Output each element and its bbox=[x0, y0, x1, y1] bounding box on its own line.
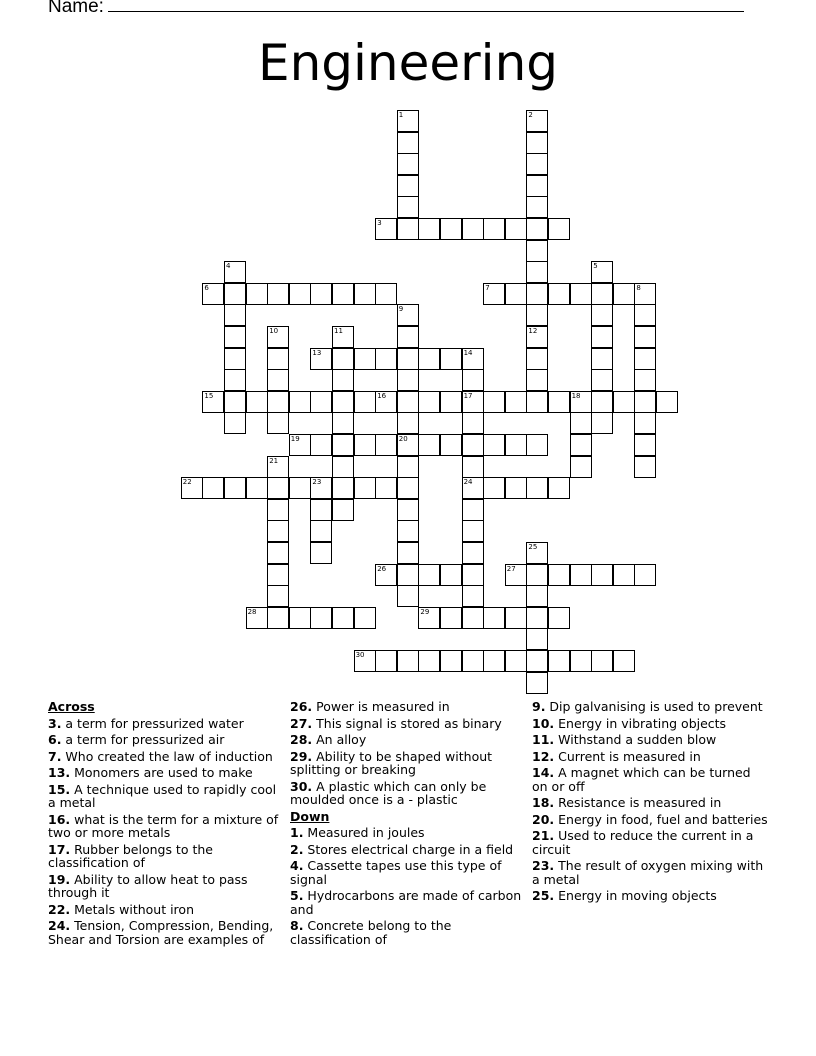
grid-cell[interactable] bbox=[310, 607, 332, 629]
grid-cell[interactable] bbox=[462, 607, 484, 629]
clue-number: 3 bbox=[377, 219, 382, 227]
down-clue: 12. Current is measured in bbox=[532, 748, 701, 764]
grid-cell[interactable] bbox=[505, 434, 527, 456]
grid-cell[interactable] bbox=[224, 412, 246, 434]
grid-cell[interactable] bbox=[418, 434, 440, 456]
clue-number: 8 bbox=[636, 283, 641, 292]
grid-cell[interactable] bbox=[375, 564, 397, 586]
grid-cell[interactable] bbox=[332, 391, 354, 413]
grid-cell[interactable] bbox=[224, 326, 246, 348]
across-clue: 28. An alloy bbox=[290, 732, 367, 747]
down-clue: 5. Hydrocarbons are made of carbon and bbox=[290, 888, 522, 917]
clue-number-label: 9. bbox=[532, 699, 546, 714]
grid-cell[interactable] bbox=[483, 218, 505, 240]
grid-cell[interactable] bbox=[310, 542, 332, 564]
down-clue: 4. Cassette tapes use this type of signal bbox=[290, 858, 502, 887]
clue-number-label: 17. bbox=[48, 841, 71, 857]
grid-cell[interactable] bbox=[548, 391, 570, 413]
across-clue: 30. A plastic which can only be moulded once is a - plastic bbox=[290, 778, 487, 807]
grid-cell[interactable] bbox=[483, 650, 505, 672]
grid-cell[interactable] bbox=[397, 477, 419, 499]
clue-number-label: 11. bbox=[532, 732, 555, 747]
across-clue: 26. Power is measured in bbox=[290, 699, 450, 714]
puzzle-title: Engineering bbox=[258, 34, 558, 92]
grid-cell[interactable] bbox=[310, 434, 332, 456]
clue-number: 29 bbox=[420, 607, 430, 616]
grid-cell[interactable] bbox=[613, 650, 635, 672]
grid-cell[interactable] bbox=[548, 564, 570, 586]
grid-cell[interactable] bbox=[634, 283, 656, 305]
grid-cell[interactable] bbox=[505, 283, 527, 305]
grid-cell[interactable] bbox=[591, 412, 613, 434]
grid-cell[interactable] bbox=[418, 564, 440, 586]
grid-cell[interactable] bbox=[505, 477, 527, 499]
grid-cell[interactable] bbox=[246, 391, 268, 413]
grid-cell[interactable] bbox=[505, 564, 527, 586]
grid-cell[interactable] bbox=[202, 391, 224, 413]
clue-number-label: 8. bbox=[290, 918, 304, 933]
grid-cell[interactable] bbox=[526, 434, 548, 456]
grid-cell[interactable] bbox=[418, 607, 440, 629]
grid-cell[interactable] bbox=[397, 326, 419, 348]
grid-cell[interactable] bbox=[462, 412, 484, 434]
grid-cell[interactable] bbox=[526, 628, 548, 650]
clue-number-label: 15. bbox=[48, 781, 71, 797]
grid-cell[interactable] bbox=[591, 369, 613, 391]
grid-cell[interactable] bbox=[570, 650, 592, 672]
grid-cell[interactable] bbox=[267, 456, 289, 478]
grid-cell[interactable] bbox=[570, 412, 592, 434]
grid-cell[interactable] bbox=[332, 607, 354, 629]
across-clue: 24. Tension, Compression, Bending, Shear and Torsion are examples of bbox=[48, 918, 274, 947]
grid-cell[interactable] bbox=[570, 456, 592, 478]
grid-cell[interactable] bbox=[440, 348, 462, 370]
clue-number-label: 21. bbox=[532, 828, 555, 843]
across-clue: 13. Monomers are used to make bbox=[48, 765, 253, 780]
clue-number-label: 27. bbox=[290, 715, 313, 731]
clue-number: 27 bbox=[506, 564, 516, 573]
grid-cell[interactable] bbox=[397, 304, 419, 326]
grid-cell[interactable] bbox=[375, 218, 397, 240]
clue-number-label: 23. bbox=[532, 858, 555, 873]
grid-cell[interactable] bbox=[505, 650, 527, 672]
grid-cell[interactable] bbox=[634, 412, 656, 434]
clue-number-label: 3. bbox=[48, 715, 62, 731]
down-clue: 9. Dip galvanising is used to prevent bbox=[532, 699, 763, 714]
clue-number-label: 24. bbox=[48, 918, 71, 933]
grid-cell[interactable] bbox=[526, 218, 548, 240]
clue-number-label: 1. bbox=[290, 825, 304, 840]
clue-number-label: 30. bbox=[290, 778, 313, 794]
across-clue: 3. a term for pressurized water bbox=[48, 715, 244, 731]
clue-number-label: 28. bbox=[290, 732, 313, 747]
clue-number: 9 bbox=[398, 305, 404, 314]
down-clue: 25. Energy in moving objects bbox=[532, 888, 717, 903]
grid-cell[interactable] bbox=[526, 240, 548, 262]
grid-cell[interactable] bbox=[332, 283, 354, 305]
grid-cell[interactable] bbox=[332, 326, 354, 348]
grid-cell[interactable] bbox=[440, 607, 462, 629]
grid-cell[interactable] bbox=[613, 391, 635, 413]
grid-cell[interactable] bbox=[418, 348, 440, 370]
grid-cell[interactable] bbox=[397, 110, 419, 132]
grid-cell[interactable] bbox=[375, 391, 397, 413]
grid-cell[interactable] bbox=[634, 326, 656, 348]
grid-cell[interactable] bbox=[267, 477, 289, 499]
grid-cell[interactable] bbox=[483, 283, 505, 305]
grid-cell[interactable] bbox=[526, 564, 548, 586]
clue-number-label: 29. bbox=[290, 748, 313, 764]
grid-cell[interactable] bbox=[397, 153, 419, 175]
grid-cell[interactable] bbox=[570, 434, 592, 456]
grid-cell[interactable] bbox=[526, 132, 548, 154]
grid-cell[interactable] bbox=[526, 304, 548, 326]
grid-cell[interactable] bbox=[289, 607, 311, 629]
grid-cell[interactable] bbox=[397, 348, 419, 370]
clue-number-label: 25. bbox=[532, 888, 555, 903]
down-clue-list-2 bbox=[532, 700, 768, 903]
clue-number-label: 16. bbox=[48, 811, 71, 827]
grid-cell[interactable] bbox=[267, 391, 289, 413]
clue-number-label: 26. bbox=[290, 699, 313, 714]
grid-cell[interactable] bbox=[267, 585, 289, 607]
clue-number-label: 14. bbox=[532, 765, 555, 780]
grid-cell[interactable] bbox=[310, 477, 332, 499]
grid-cell[interactable] bbox=[548, 607, 570, 629]
grid-cell[interactable] bbox=[397, 520, 419, 542]
grid-cell[interactable] bbox=[267, 412, 289, 434]
grid-cell[interactable] bbox=[548, 477, 570, 499]
grid-cell[interactable] bbox=[332, 434, 354, 456]
clue-number: 24 bbox=[463, 478, 473, 487]
grid-cell[interactable] bbox=[591, 348, 613, 370]
down-clue: 11. Withstand a sudden blow bbox=[532, 732, 717, 747]
grid-cell[interactable] bbox=[462, 477, 484, 499]
grid-cell[interactable] bbox=[224, 304, 246, 326]
down-heading: Down bbox=[290, 808, 330, 824]
grid-cell[interactable] bbox=[332, 477, 354, 499]
grid-cell[interactable] bbox=[613, 564, 635, 586]
name-label: Name: bbox=[48, 0, 104, 17]
grid-cell[interactable] bbox=[375, 477, 397, 499]
clue-number: 10 bbox=[269, 327, 279, 335]
grid-cell[interactable] bbox=[526, 348, 548, 370]
clue-number: 23 bbox=[312, 478, 322, 487]
grid-cell[interactable] bbox=[505, 218, 527, 240]
clue-number-label: 7. bbox=[48, 748, 62, 764]
grid-cell[interactable] bbox=[526, 585, 548, 607]
clue-number-label: 6. bbox=[48, 732, 62, 747]
across-clue: 19. Ability to allow heat to pass through it bbox=[48, 871, 248, 900]
clue-number-label: 2. bbox=[290, 841, 304, 857]
grid-cell[interactable] bbox=[246, 607, 268, 629]
grid-cell[interactable] bbox=[505, 607, 527, 629]
grid-cell[interactable] bbox=[526, 672, 548, 694]
grid-cell[interactable] bbox=[397, 391, 419, 413]
clue-number: 30 bbox=[355, 651, 365, 659]
clue-number: 16 bbox=[377, 391, 387, 400]
grid-cell[interactable] bbox=[267, 499, 289, 521]
clue-number-label: 10. bbox=[532, 715, 555, 731]
grid-cell[interactable] bbox=[354, 477, 376, 499]
across-clue-list-2 bbox=[290, 700, 522, 807]
down-clue: 18. Resistance is measured in bbox=[532, 795, 722, 810]
grid-cell[interactable] bbox=[397, 434, 419, 456]
grid-cell[interactable] bbox=[246, 283, 268, 305]
clue-number: 26 bbox=[377, 564, 387, 573]
grid-cell[interactable] bbox=[397, 196, 419, 218]
grid-cell[interactable] bbox=[267, 607, 289, 629]
grid-cell[interactable] bbox=[591, 304, 613, 326]
grid-cell[interactable] bbox=[462, 542, 484, 564]
grid-cell[interactable] bbox=[526, 196, 548, 218]
grid-cell[interactable] bbox=[526, 650, 548, 672]
grid-cell[interactable] bbox=[397, 456, 419, 478]
grid-cell[interactable] bbox=[375, 283, 397, 305]
grid-cell[interactable] bbox=[591, 391, 613, 413]
grid-cell[interactable] bbox=[310, 520, 332, 542]
grid-cell[interactable] bbox=[462, 585, 484, 607]
grid-cell[interactable] bbox=[354, 348, 376, 370]
down-clue: 10. Energy in vibrating objects bbox=[532, 715, 727, 731]
across-clue: 17. Rubber belongs to the classification of bbox=[48, 841, 213, 870]
grid-cell[interactable] bbox=[267, 348, 289, 370]
down-clue: 14. A magnet which can be turned on or off bbox=[532, 765, 751, 794]
grid-cell[interactable] bbox=[462, 348, 484, 370]
clue-number: 25 bbox=[528, 543, 538, 551]
grid-cell[interactable] bbox=[570, 283, 592, 305]
grid-cell[interactable] bbox=[224, 283, 246, 305]
grid-cell[interactable] bbox=[483, 391, 505, 413]
down-clue: 23. The result of oxygen mixing with a metal bbox=[532, 858, 764, 887]
grid-cell[interactable] bbox=[289, 283, 311, 305]
grid-cell[interactable] bbox=[548, 650, 570, 672]
clue-number: 12 bbox=[528, 327, 538, 335]
grid-cell[interactable] bbox=[267, 369, 289, 391]
grid-cell[interactable] bbox=[440, 218, 462, 240]
grid-cell[interactable] bbox=[397, 564, 419, 586]
clue-number: 4 bbox=[226, 262, 231, 271]
clue-number-label: 13. bbox=[48, 765, 71, 780]
across-clue-list-1 bbox=[48, 717, 280, 947]
clue-number: 11 bbox=[334, 327, 343, 335]
grid-cell[interactable] bbox=[375, 348, 397, 370]
grid-cell[interactable] bbox=[591, 261, 613, 283]
grid-cell[interactable] bbox=[332, 499, 354, 521]
clue-number-label: 4. bbox=[290, 858, 304, 873]
grid-cell[interactable] bbox=[354, 391, 376, 413]
across-clue: 22. Metals without iron bbox=[48, 901, 194, 917]
grid-cell[interactable] bbox=[526, 391, 548, 413]
grid-cell[interactable] bbox=[526, 110, 548, 132]
grid-cell[interactable] bbox=[267, 283, 289, 305]
across-clue: 15. A technique used to rapidly cool a metal bbox=[48, 781, 277, 810]
grid-cell[interactable] bbox=[462, 650, 484, 672]
grid-cell[interactable] bbox=[440, 650, 462, 672]
grid-cell[interactable] bbox=[332, 456, 354, 478]
grid-cell[interactable] bbox=[462, 520, 484, 542]
grid-cell[interactable] bbox=[202, 283, 224, 305]
grid-cell[interactable] bbox=[224, 391, 246, 413]
grid-cell[interactable] bbox=[354, 650, 376, 672]
grid-cell[interactable] bbox=[267, 520, 289, 542]
grid-cell[interactable] bbox=[397, 132, 419, 154]
grid-cell[interactable] bbox=[548, 218, 570, 240]
clue-number-label: 22. bbox=[48, 901, 71, 917]
grid-cell[interactable] bbox=[462, 391, 484, 413]
grid-cell[interactable] bbox=[570, 391, 592, 413]
grid-cell[interactable] bbox=[310, 348, 332, 370]
grid-cell[interactable] bbox=[591, 283, 613, 305]
across-clue: 29. Ability to be shaped without splitting or breaking bbox=[290, 748, 493, 777]
clue-number: 7 bbox=[485, 283, 490, 292]
grid-cell[interactable] bbox=[375, 434, 397, 456]
grid-cell[interactable] bbox=[332, 412, 354, 434]
clue-number: 1 bbox=[398, 111, 404, 119]
grid-cell[interactable] bbox=[181, 477, 203, 499]
grid-cell[interactable] bbox=[548, 283, 570, 305]
clues-column-3 bbox=[532, 700, 768, 906]
clue-number: 17 bbox=[463, 391, 473, 400]
grid-cell[interactable] bbox=[267, 564, 289, 586]
grid-cell[interactable] bbox=[526, 261, 548, 283]
grid-cell[interactable] bbox=[634, 348, 656, 370]
grid-cell[interactable] bbox=[483, 477, 505, 499]
grid-cell[interactable] bbox=[354, 607, 376, 629]
grid-cell[interactable] bbox=[397, 585, 419, 607]
clue-number: 19 bbox=[290, 435, 300, 443]
grid-cell[interactable] bbox=[526, 175, 548, 197]
grid-cell[interactable] bbox=[570, 564, 592, 586]
clue-number: 20 bbox=[398, 435, 408, 443]
grid-cell[interactable] bbox=[397, 412, 419, 434]
grid-cell[interactable] bbox=[224, 348, 246, 370]
grid-cell[interactable] bbox=[397, 650, 419, 672]
grid-cell[interactable] bbox=[440, 564, 462, 586]
grid-cell[interactable] bbox=[332, 369, 354, 391]
clue-number: 5 bbox=[593, 262, 598, 271]
grid-cell[interactable] bbox=[440, 434, 462, 456]
grid-cell[interactable] bbox=[310, 499, 332, 521]
grid-cell[interactable] bbox=[397, 499, 419, 521]
grid-cell[interactable] bbox=[289, 434, 311, 456]
grid-cell[interactable] bbox=[591, 564, 613, 586]
clue-number: 18 bbox=[571, 391, 581, 400]
grid-cell[interactable] bbox=[634, 391, 656, 413]
down-clue: 2. Stores electrical charge in a field bbox=[290, 841, 514, 857]
grid-cell[interactable] bbox=[526, 542, 548, 564]
across-clue: 16. what is the term for a mixture of two or more metals bbox=[48, 811, 279, 840]
grid-cell[interactable] bbox=[289, 477, 311, 499]
grid-cell[interactable] bbox=[289, 391, 311, 413]
grid-cell[interactable] bbox=[656, 391, 678, 413]
clue-number-label: 12. bbox=[532, 748, 555, 764]
grid-cell[interactable] bbox=[354, 434, 376, 456]
grid-cell[interactable] bbox=[634, 456, 656, 478]
grid-cell[interactable] bbox=[613, 283, 635, 305]
grid-cell[interactable] bbox=[591, 650, 613, 672]
grid-cell[interactable] bbox=[397, 542, 419, 564]
grid-cell[interactable] bbox=[526, 369, 548, 391]
across-heading: Across bbox=[48, 699, 95, 714]
across-clue: 6. a term for pressurized air bbox=[48, 732, 225, 747]
clues-column-1 bbox=[48, 700, 280, 949]
grid-cell[interactable] bbox=[526, 153, 548, 175]
grid-cell[interactable] bbox=[267, 542, 289, 564]
grid-cell[interactable] bbox=[418, 391, 440, 413]
grid-cell[interactable] bbox=[267, 326, 289, 348]
clue-number: 14 bbox=[463, 348, 473, 357]
across-clue: 7. Who created the law of induction bbox=[48, 748, 273, 764]
clues-column-2 bbox=[290, 700, 522, 949]
clue-number-label: 20. bbox=[532, 811, 555, 827]
clue-number: 22 bbox=[182, 478, 192, 487]
clue-number: 13 bbox=[312, 348, 322, 357]
clue-number: 15 bbox=[204, 391, 214, 400]
grid-cell[interactable] bbox=[462, 369, 484, 391]
grid-cell[interactable] bbox=[332, 348, 354, 370]
grid-cell[interactable] bbox=[634, 304, 656, 326]
clue-number: 21 bbox=[269, 456, 279, 465]
grid-cell[interactable] bbox=[526, 477, 548, 499]
grid-cell[interactable] bbox=[462, 218, 484, 240]
clue-number-label: 5. bbox=[290, 888, 304, 903]
down-clue: 21. Used to reduce the current in a circuit bbox=[532, 828, 754, 857]
clue-number: 6 bbox=[204, 283, 209, 292]
grid-cell[interactable] bbox=[224, 261, 246, 283]
down-clue: 20. Energy in food, fuel and batteries bbox=[532, 811, 768, 827]
grid-cell[interactable] bbox=[397, 175, 419, 197]
grid-cell[interactable] bbox=[418, 218, 440, 240]
down-clue: 8. Concrete belong to the classification of bbox=[290, 918, 452, 947]
grid-cell[interactable] bbox=[440, 391, 462, 413]
grid-cell[interactable] bbox=[462, 564, 484, 586]
grid-cell[interactable] bbox=[224, 477, 246, 499]
grid-cell[interactable] bbox=[526, 283, 548, 305]
grid-cell[interactable] bbox=[397, 218, 419, 240]
grid-cell[interactable] bbox=[483, 434, 505, 456]
clue-number: 2 bbox=[528, 111, 533, 119]
clue-number-label: 18. bbox=[532, 795, 555, 810]
grid-cell[interactable] bbox=[224, 369, 246, 391]
grid-cell[interactable] bbox=[462, 456, 484, 478]
across-clue: 27. This signal is stored as binary bbox=[290, 715, 502, 731]
grid-cell[interactable] bbox=[526, 607, 548, 629]
clue-number: 28 bbox=[247, 607, 257, 616]
grid-cell[interactable] bbox=[310, 283, 332, 305]
grid-cell[interactable] bbox=[202, 477, 224, 499]
grid-cell[interactable] bbox=[462, 499, 484, 521]
grid-cell[interactable] bbox=[375, 650, 397, 672]
grid-cell[interactable] bbox=[634, 434, 656, 456]
grid-cell[interactable] bbox=[634, 564, 656, 586]
grid-cell[interactable] bbox=[418, 650, 440, 672]
down-clue-list-1 bbox=[290, 826, 522, 946]
grid-cell[interactable] bbox=[483, 607, 505, 629]
down-clue: 1. Measured in joules bbox=[290, 825, 425, 840]
grid-cell[interactable] bbox=[310, 391, 332, 413]
grid-cell[interactable] bbox=[591, 326, 613, 348]
grid-cell[interactable] bbox=[462, 434, 484, 456]
grid-cell[interactable] bbox=[505, 391, 527, 413]
grid-cell[interactable] bbox=[526, 326, 548, 348]
grid-cell[interactable] bbox=[397, 369, 419, 391]
grid-cell[interactable] bbox=[246, 477, 268, 499]
clue-number-label: 19. bbox=[48, 871, 71, 887]
grid-cell[interactable] bbox=[634, 369, 656, 391]
grid-cell[interactable] bbox=[354, 283, 376, 305]
